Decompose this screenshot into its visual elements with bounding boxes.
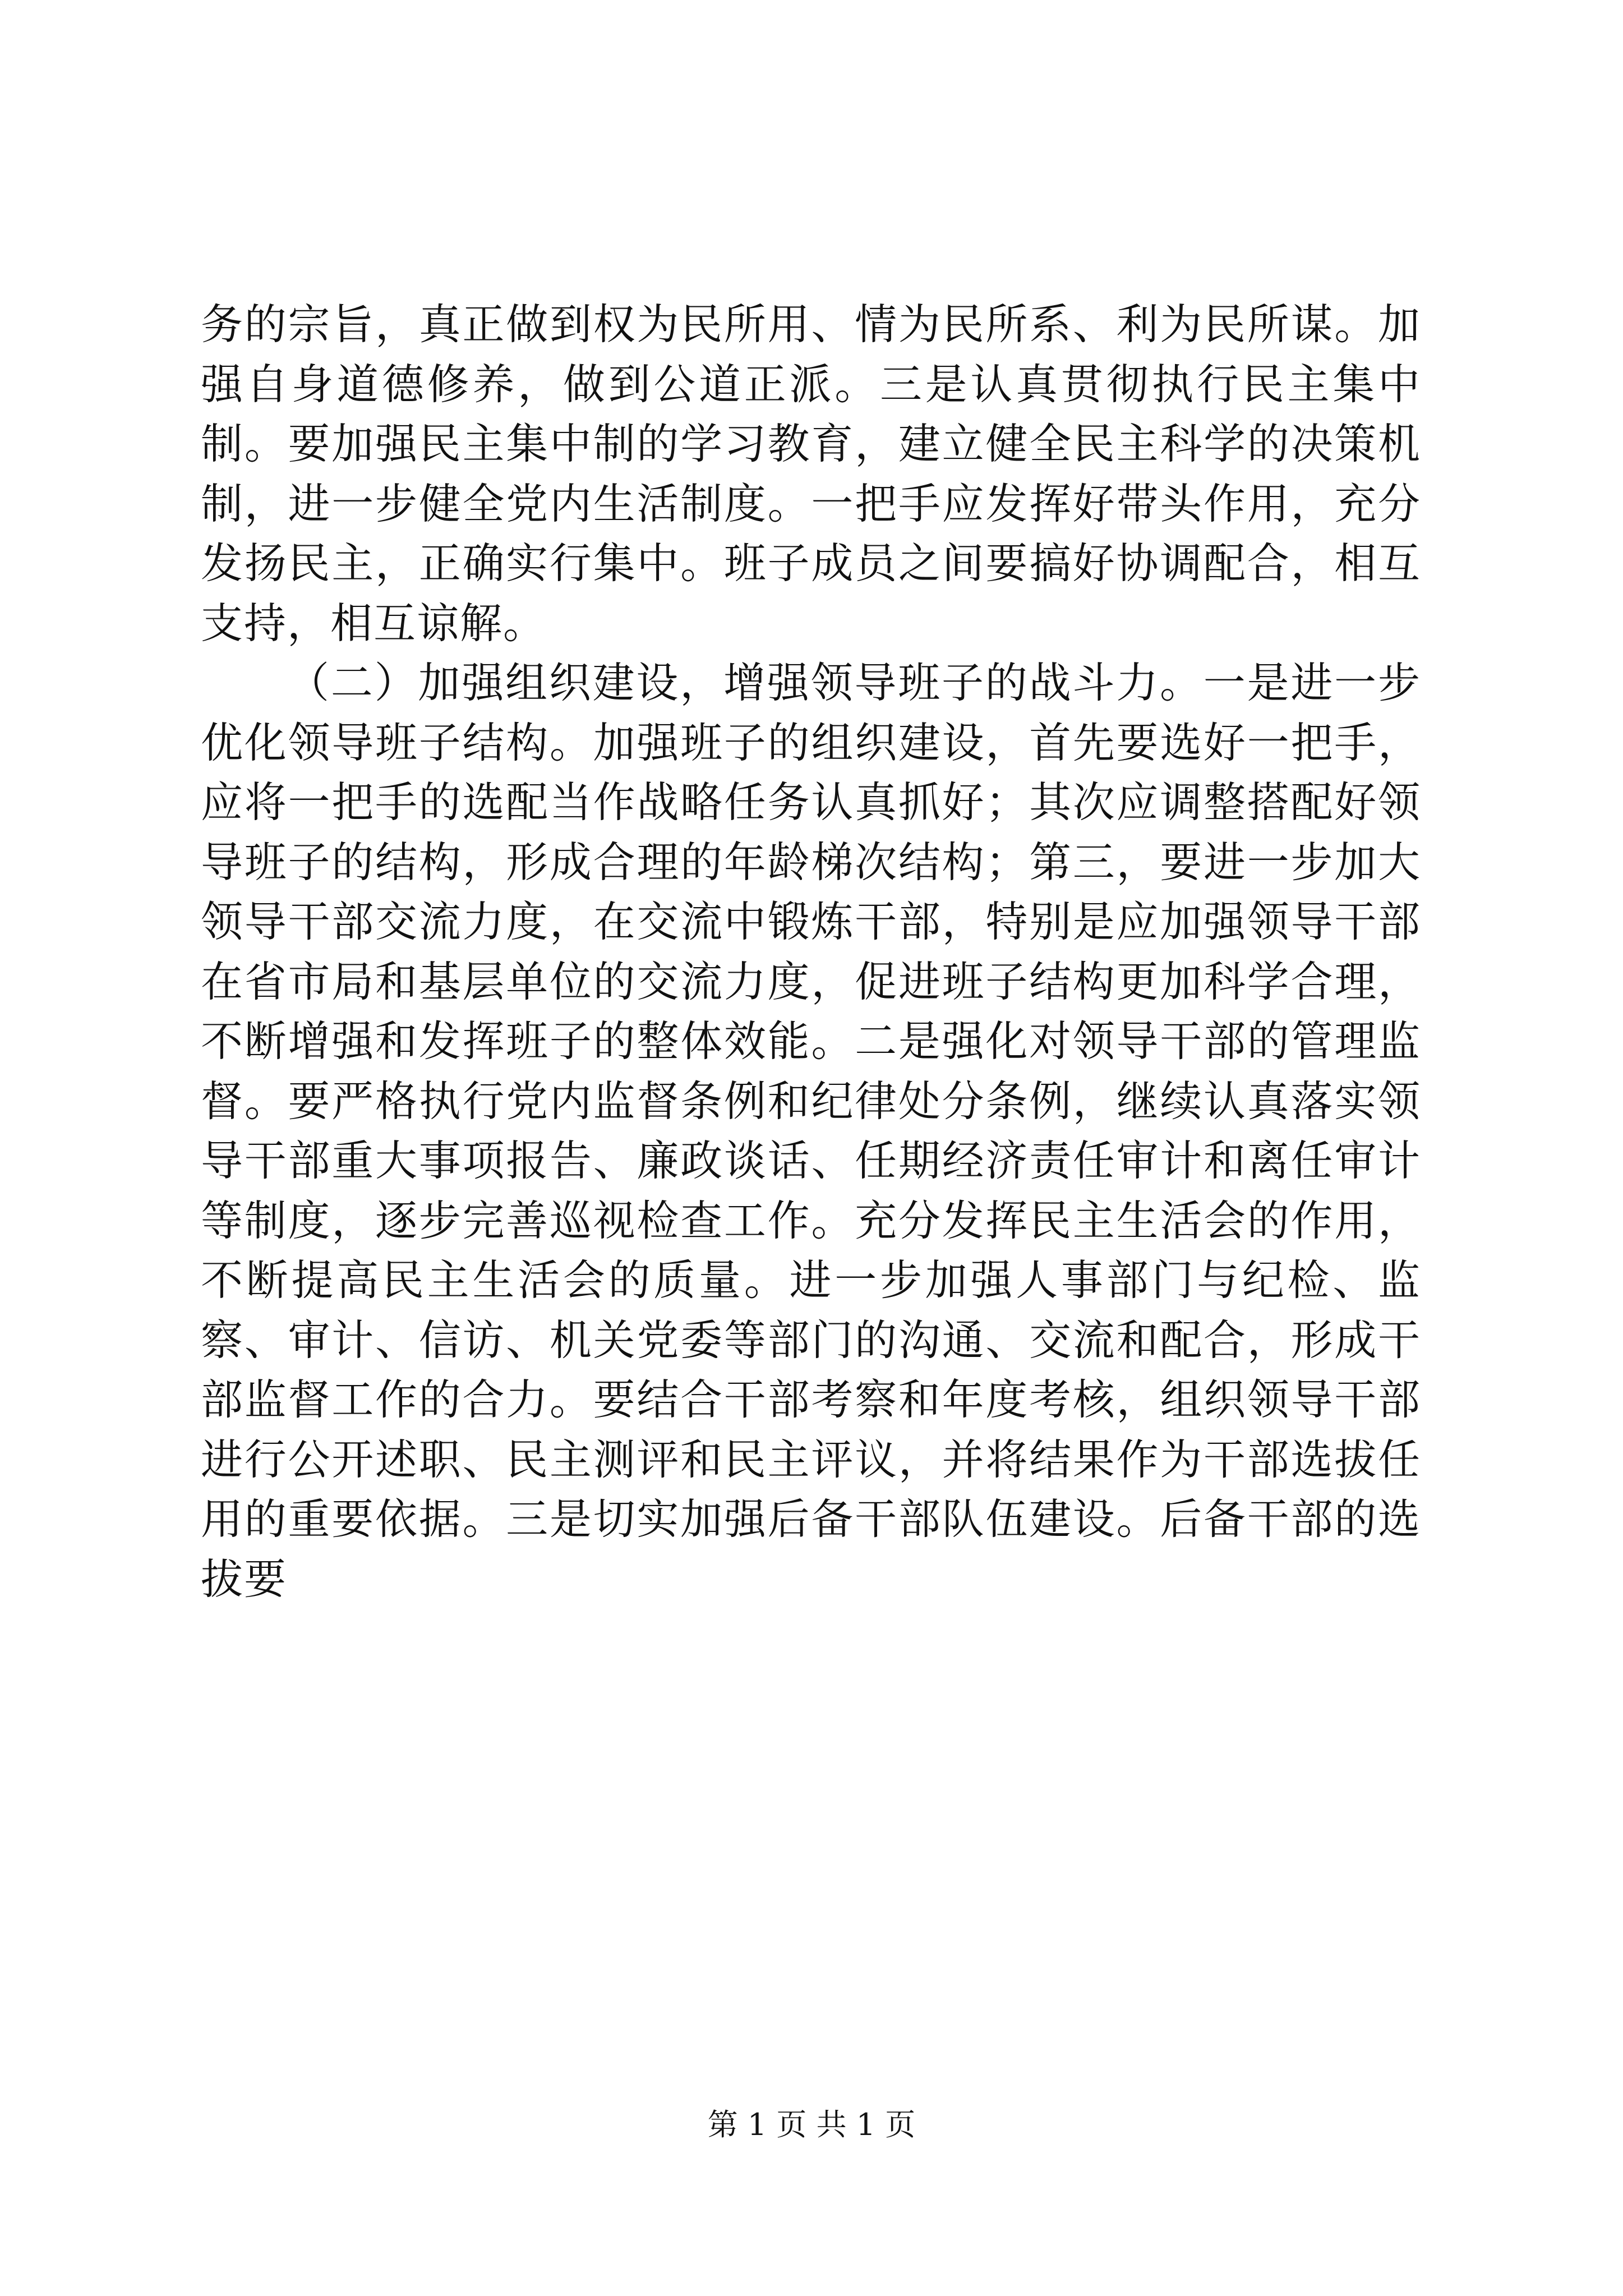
paragraph-1: 务的宗旨，真正做到权为民所用、情为民所系、利为民所谋。加强自身道德修养，做到公道正派。三是认真贯彻执行民主集中制。要加强民主集中制的学习教育，建立健全民主科学的决策机制，进一步健全党内生活制度。一把手应发挥好带头作用，充分发扬民主，正确实行集中。班子成员之间要搞好协调配合，相互支持，相互谅解。 (201, 300, 1421, 648)
paragraph-2: （二）加强组织建设，增强领导班子的战斗力。一是进一步优化领导班子结构。加强班子的组织建设，首先要选好一把手，应将一把手的选配当作战略任务认真抓好；其次应调整搭配好领导班子的结构，形成合理的年龄梯次结构；第三，要进一步加大领导干部交流力度，在交流中锻炼干部，特别是应加强领导干部在省市局和基层单位的交流力度，促进班子结构更加科学合理，不断增强和发挥班子的整体效能。二是强化对领导干部的管理监督。要严格执行党内监督条例和纪律处分条例，继续认真落实领导干部重大事项报告、廉政谈话、任期经济责任审计和离任审计等制度，逐步完善巡视检查工作。充分发挥民主生活会的作用，不断提高民主生活会的质量。进一步加强人事部门与纪检、监察、审计、信访、机关党委等部门的沟通、交流和配合，形成干部监督工作的合力。要结合干部考察和年度考核，组织领导干部进行公开述职、民主测评和民主评议，并将结果作为干部选拔任用的重要依据。三是切实加强后备干部队伍建设。后备干部的选拔要 (201, 658, 1421, 1604)
document-body (201, 295, 1421, 1609)
page-footer: 第 1 页 共 1 页 (707, 2107, 916, 2142)
